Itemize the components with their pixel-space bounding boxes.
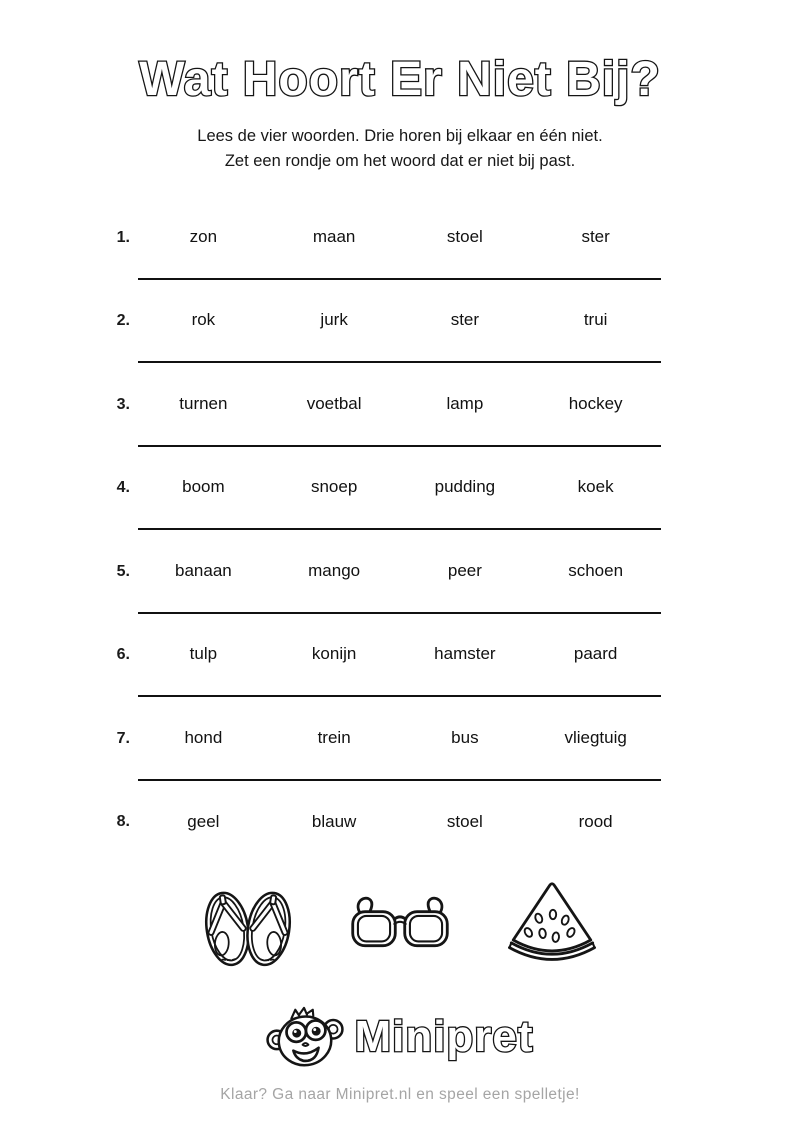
word: lamp (446, 393, 484, 413)
brand-logo (0, 1002, 800, 1072)
row-words (138, 781, 661, 865)
word: stoel (446, 812, 483, 832)
instruction-line-1: Lees de vier woorden. Drie horen bij elkaar en één niet. (197, 127, 603, 145)
word: vliegtuig (564, 727, 627, 747)
table-row (0, 447, 661, 531)
row-number: 6. (116, 646, 130, 664)
table-row (0, 363, 661, 447)
word: jurk (320, 310, 348, 330)
word: rood (578, 812, 613, 832)
word: maan (312, 226, 356, 246)
row-words (138, 363, 661, 447)
word: paard (573, 644, 618, 664)
monkey-mascot-icon (266, 1002, 344, 1072)
word: schoen (568, 560, 624, 580)
word: konijn (311, 644, 357, 664)
word: tulp (189, 644, 218, 664)
row-number: 1. (116, 228, 130, 246)
word-table (0, 196, 661, 864)
table-row (0, 530, 661, 614)
word: hamster (434, 644, 496, 664)
word: snoep (310, 477, 358, 497)
illustration-row (0, 872, 800, 974)
word: turnen (179, 393, 228, 413)
row-number: 8. (116, 813, 130, 831)
word: hockey (568, 393, 623, 413)
table-row (0, 614, 661, 698)
word: rok (191, 310, 216, 330)
word: hond (184, 727, 223, 747)
watermelon-icon (497, 873, 607, 973)
row-words (138, 614, 661, 698)
word: banaan (175, 560, 232, 580)
row-words (138, 530, 661, 614)
table-row (0, 280, 661, 364)
table-row (0, 196, 661, 280)
word: trui (583, 310, 608, 330)
table-row (0, 697, 661, 781)
word: pudding (434, 477, 496, 497)
footer-text: Klaar? Ga naar Minipret.nl en speel een spelletje! (220, 1086, 580, 1103)
row-number: 7. (116, 729, 130, 747)
row-words (138, 447, 661, 531)
instructions (0, 124, 800, 174)
word: zon (189, 226, 218, 246)
row-words (138, 697, 661, 781)
flip-flops-icon (193, 872, 303, 974)
word: geel (187, 812, 220, 832)
word: peer (447, 560, 482, 580)
word: ster (450, 310, 480, 330)
row-words (138, 196, 661, 280)
row-words (138, 280, 661, 364)
row-number: 2. (116, 312, 130, 330)
word: ster (581, 226, 610, 246)
word: stoel (446, 226, 483, 246)
brand-name: Minipret (354, 1012, 534, 1061)
instruction-line-2: Zet een rondje om het woord dat er niet bij past. (224, 152, 576, 170)
row-number: 3. (116, 395, 130, 413)
page-title: Wat Hoort Er Niet Bij? (139, 53, 661, 106)
word: boom (182, 477, 225, 497)
row-number: 4. (116, 479, 130, 497)
word: trein (317, 727, 351, 747)
row-number: 5. (116, 562, 130, 580)
table-row (0, 781, 661, 865)
word: blauw (311, 812, 357, 832)
word: mango (308, 560, 361, 580)
word: koek (577, 477, 614, 497)
word: bus (451, 727, 479, 747)
word: voetbal (306, 393, 362, 413)
sunglasses-icon (345, 888, 455, 958)
